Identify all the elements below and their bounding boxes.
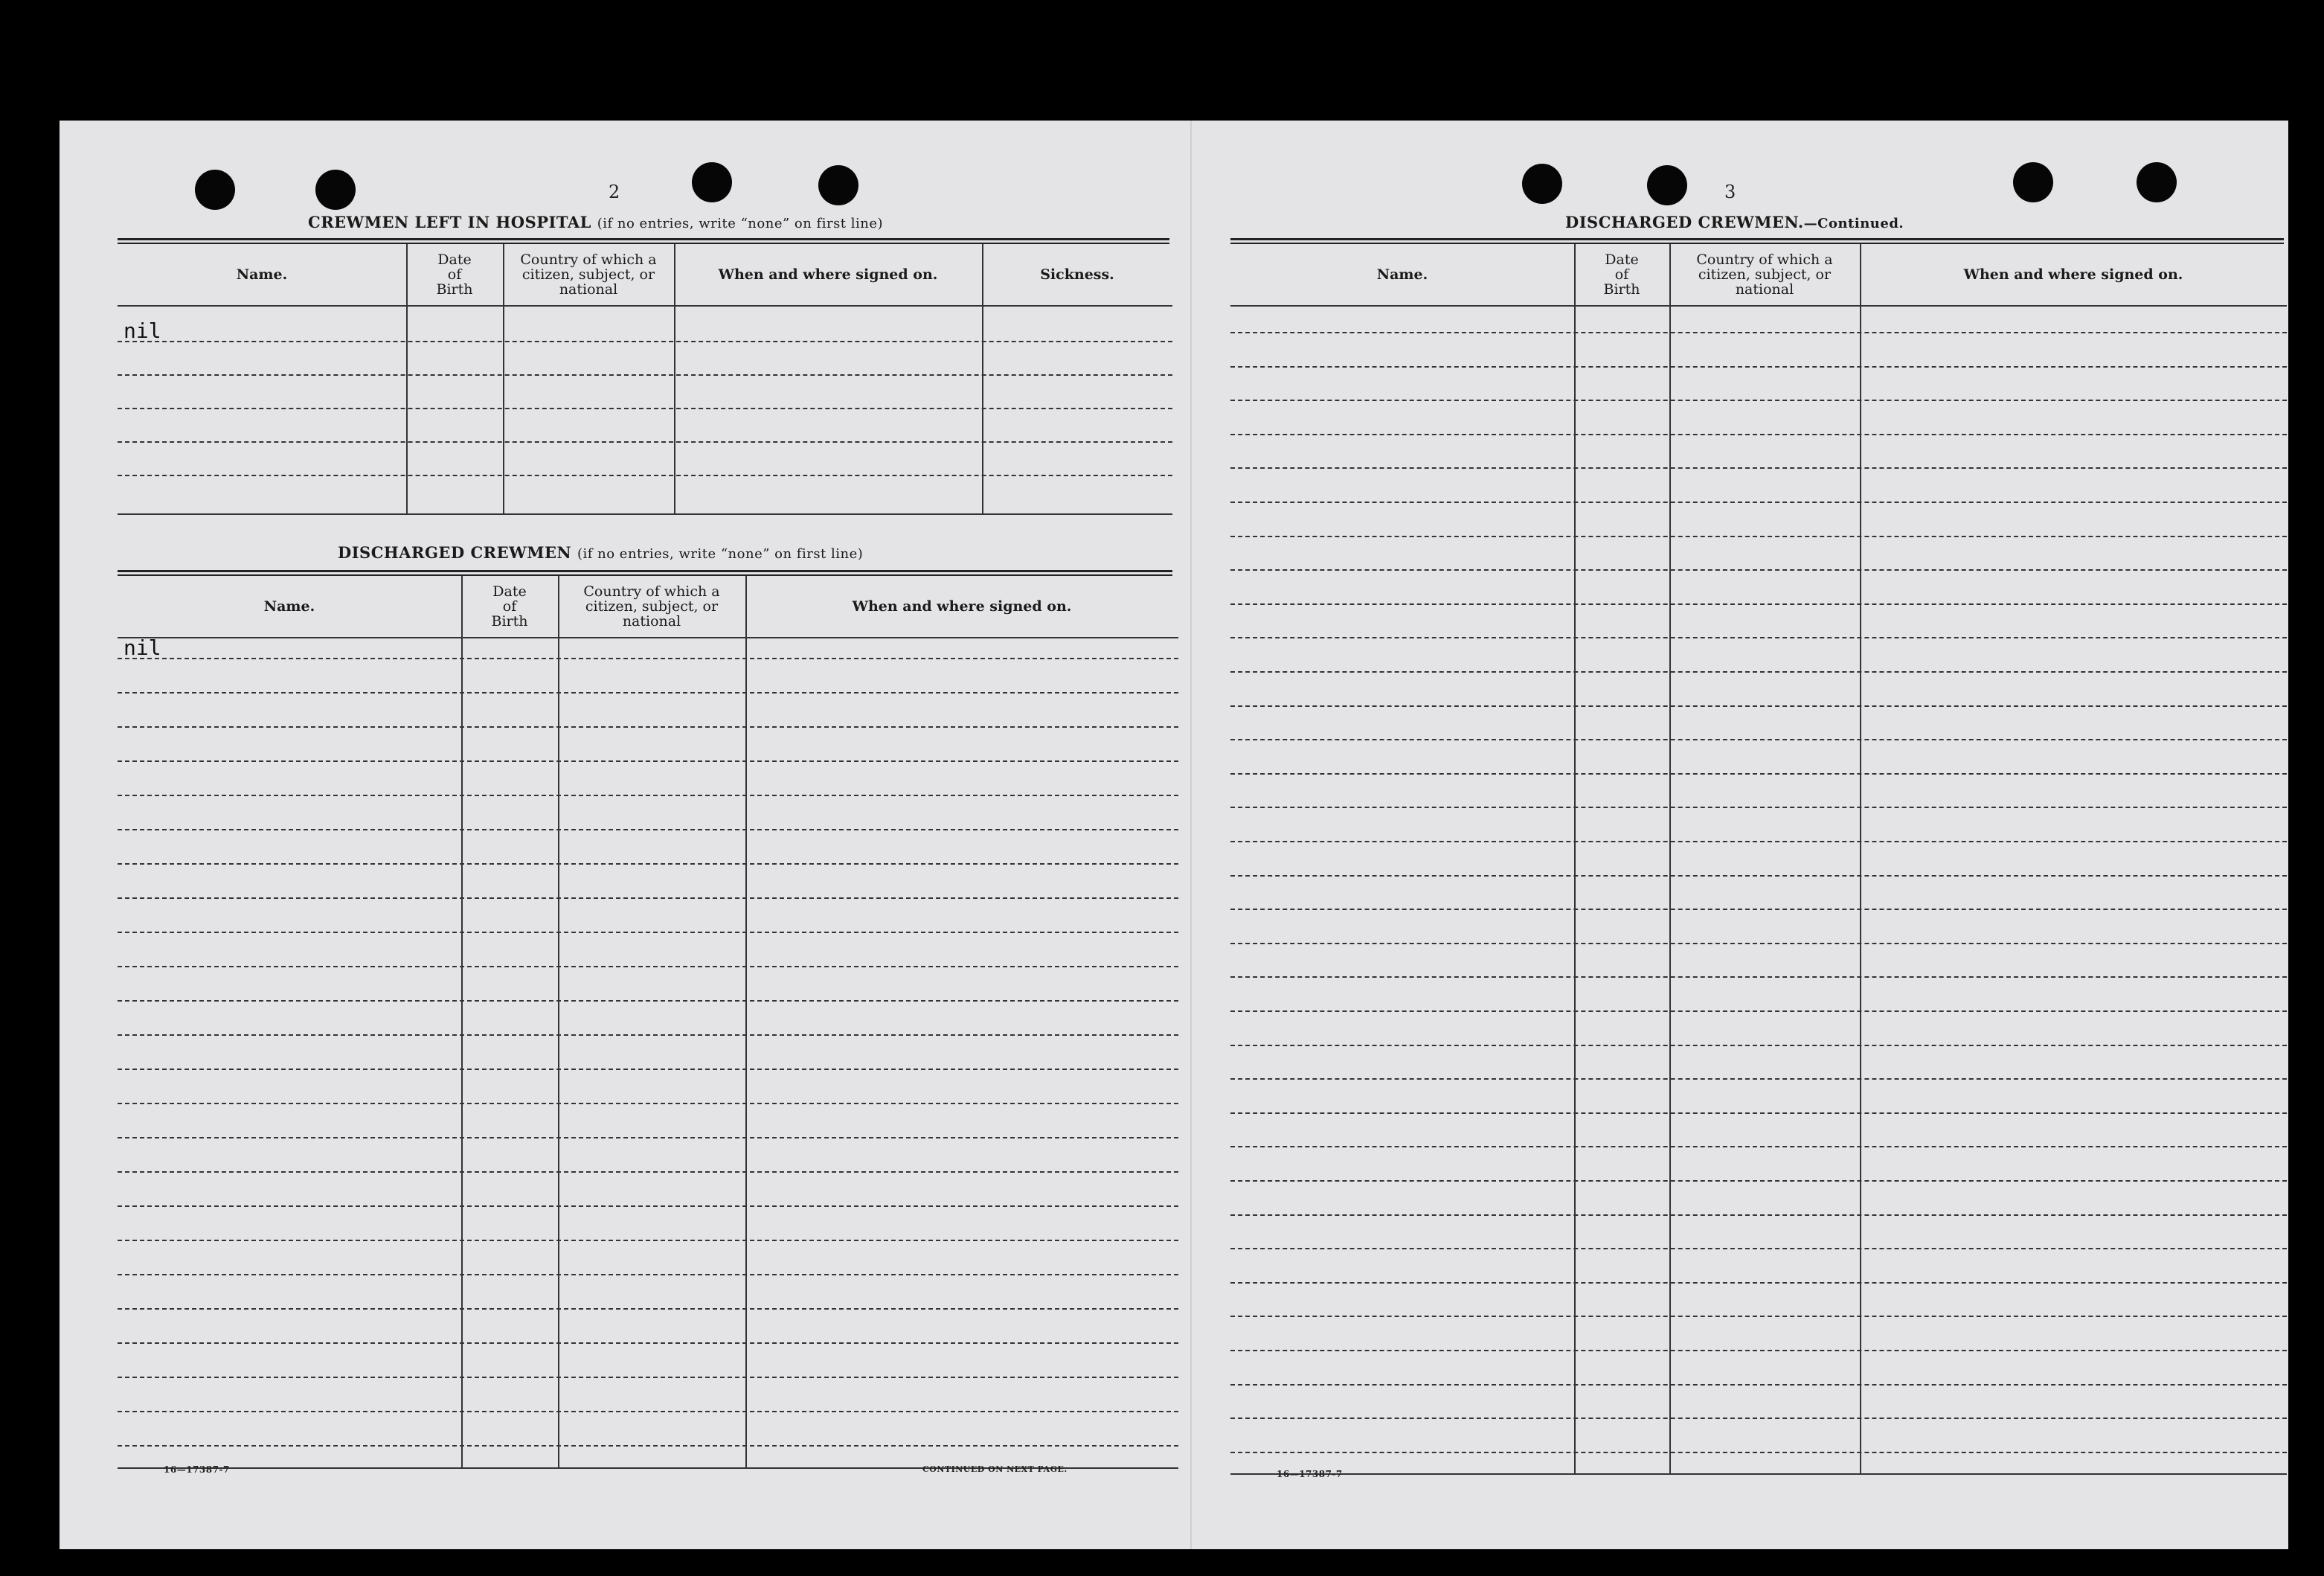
table-row — [1230, 875, 2287, 877]
discharged-table — [118, 576, 1178, 1469]
table-row — [118, 795, 1178, 796]
punch-hole — [195, 170, 235, 210]
table-row — [1230, 1418, 2287, 1419]
table-row — [1230, 1248, 2287, 1249]
column-header: When and where signed on. — [852, 598, 1072, 615]
table-row — [118, 1171, 1178, 1173]
table-row — [1230, 807, 2287, 808]
table-row — [118, 475, 1172, 476]
table-row — [1230, 841, 2287, 842]
table-row — [118, 1000, 1178, 1002]
table-row — [1230, 1045, 2287, 1046]
table-row — [118, 829, 1178, 830]
hospital-title-rule — [118, 238, 1169, 244]
table-row — [118, 726, 1178, 728]
table-bottom-rule — [1230, 1473, 2287, 1475]
table-row — [1230, 1146, 2287, 1147]
table-row — [118, 341, 1172, 342]
table-row — [118, 1377, 1178, 1378]
table-row — [1230, 1112, 2287, 1114]
discharged-title-text: DISCHARGED CREWMEN — [338, 543, 572, 562]
table-row — [118, 1308, 1178, 1310]
table-row — [1230, 1010, 2287, 1012]
table-row — [118, 966, 1178, 967]
table-row — [1230, 569, 2287, 571]
table-row — [118, 1445, 1178, 1447]
hospital-title-note: (if no entries, write “none” on first line) — [597, 216, 884, 231]
punch-hole — [315, 170, 356, 210]
table-row — [118, 932, 1178, 933]
table-row — [1230, 705, 2287, 707]
table-row — [1230, 1384, 2287, 1386]
column-header: Country of which a citizen, subject, or national — [1696, 252, 1833, 298]
table-row — [118, 1342, 1178, 1344]
hospital-table — [118, 244, 1172, 516]
handwritten-entry: nil — [123, 635, 161, 660]
handwritten-entry: nil — [123, 318, 161, 343]
punch-hole — [1522, 164, 1562, 204]
column-header: Name. — [1376, 266, 1428, 283]
column-header: Date of Birth — [436, 252, 473, 298]
table-row — [1230, 1282, 2287, 1284]
table-row — [1230, 366, 2287, 368]
column-divider — [745, 576, 747, 1467]
column-divider — [461, 576, 463, 1467]
continued-note: CONTINUED ON NEXT PAGE. — [922, 1464, 1068, 1474]
punch-hole — [2013, 162, 2053, 202]
column-header: Country of which a citizen, subject, or national — [583, 583, 720, 630]
table-row — [1230, 1180, 2287, 1182]
table-row — [1230, 502, 2287, 503]
column-divider — [1860, 244, 1861, 1473]
table-row — [118, 692, 1178, 693]
hospital-section-title — [308, 213, 883, 231]
table-row — [118, 408, 1172, 409]
table-row — [118, 1240, 1178, 1241]
table-row — [118, 658, 1178, 659]
table-row — [1230, 1452, 2287, 1453]
continued-section-title — [1565, 213, 1904, 231]
page-number-right: 3 — [1724, 182, 1736, 202]
table-row — [118, 863, 1178, 865]
column-header: When and where signed on. — [718, 266, 938, 283]
table-row — [1230, 976, 2287, 978]
column-divider — [1669, 244, 1671, 1473]
table-row — [118, 1274, 1178, 1275]
table-row — [1230, 332, 2287, 333]
table-row — [118, 441, 1172, 443]
page-fold — [1190, 121, 1192, 1549]
column-header: When and where signed on. — [1963, 266, 2183, 283]
punch-hole — [692, 162, 732, 202]
table-row — [118, 1411, 1178, 1412]
table-row — [1230, 671, 2287, 673]
table-row — [118, 1069, 1178, 1070]
column-header: Sickness. — [1040, 266, 1114, 283]
column-divider — [1574, 244, 1576, 1473]
punch-hole — [818, 165, 858, 205]
hospital-title-text: CREWMEN LEFT IN HOSPITAL — [308, 213, 591, 231]
punch-hole — [1647, 165, 1687, 205]
table-row — [1230, 603, 2287, 605]
table-row — [1230, 739, 2287, 740]
table-row — [1230, 400, 2287, 401]
continued-title-text: DISCHARGED CREWMEN. — [1565, 213, 1804, 231]
column-header: Name. — [263, 598, 315, 615]
table-row — [1230, 773, 2287, 775]
table-row — [118, 1103, 1178, 1104]
table-bottom-rule — [118, 513, 1172, 515]
table-row — [1230, 943, 2287, 944]
table-row — [1230, 1350, 2287, 1351]
continued-discharged-table — [1230, 244, 2287, 1472]
table-row — [118, 374, 1172, 376]
discharged-title-rule — [118, 570, 1172, 576]
discharged-title-note: (if no entries, write “none” on first line) — [577, 546, 864, 562]
page-number-left: 2 — [609, 182, 620, 202]
table-row — [1230, 909, 2287, 910]
table-row — [1230, 637, 2287, 638]
table-row — [118, 1205, 1178, 1207]
table-row — [118, 1137, 1178, 1138]
column-header: Date of Birth — [491, 583, 528, 630]
table-row — [1230, 467, 2287, 469]
table-row — [1230, 536, 2287, 537]
continued-title-suffix: —Continued. — [1803, 216, 1904, 231]
document-sheet — [60, 121, 2288, 1549]
continued-title-rule — [1230, 238, 2284, 244]
form-number-right: 16—17387-7 — [1277, 1469, 1343, 1479]
table-row — [118, 760, 1178, 762]
table-row — [1230, 1078, 2287, 1080]
form-number-left: 16—17387-7 — [164, 1464, 230, 1475]
discharged-section-title — [338, 543, 863, 562]
column-header: Date of Birth — [1603, 252, 1640, 298]
column-divider — [558, 576, 559, 1467]
column-header: Country of which a citizen, subject, or national — [520, 252, 657, 298]
punch-hole — [2137, 162, 2177, 202]
table-row — [1230, 1316, 2287, 1317]
table-row — [118, 1034, 1178, 1036]
table-row — [118, 897, 1178, 899]
table-row — [1230, 1214, 2287, 1216]
column-header: Name. — [236, 266, 288, 283]
table-row — [1230, 434, 2287, 435]
